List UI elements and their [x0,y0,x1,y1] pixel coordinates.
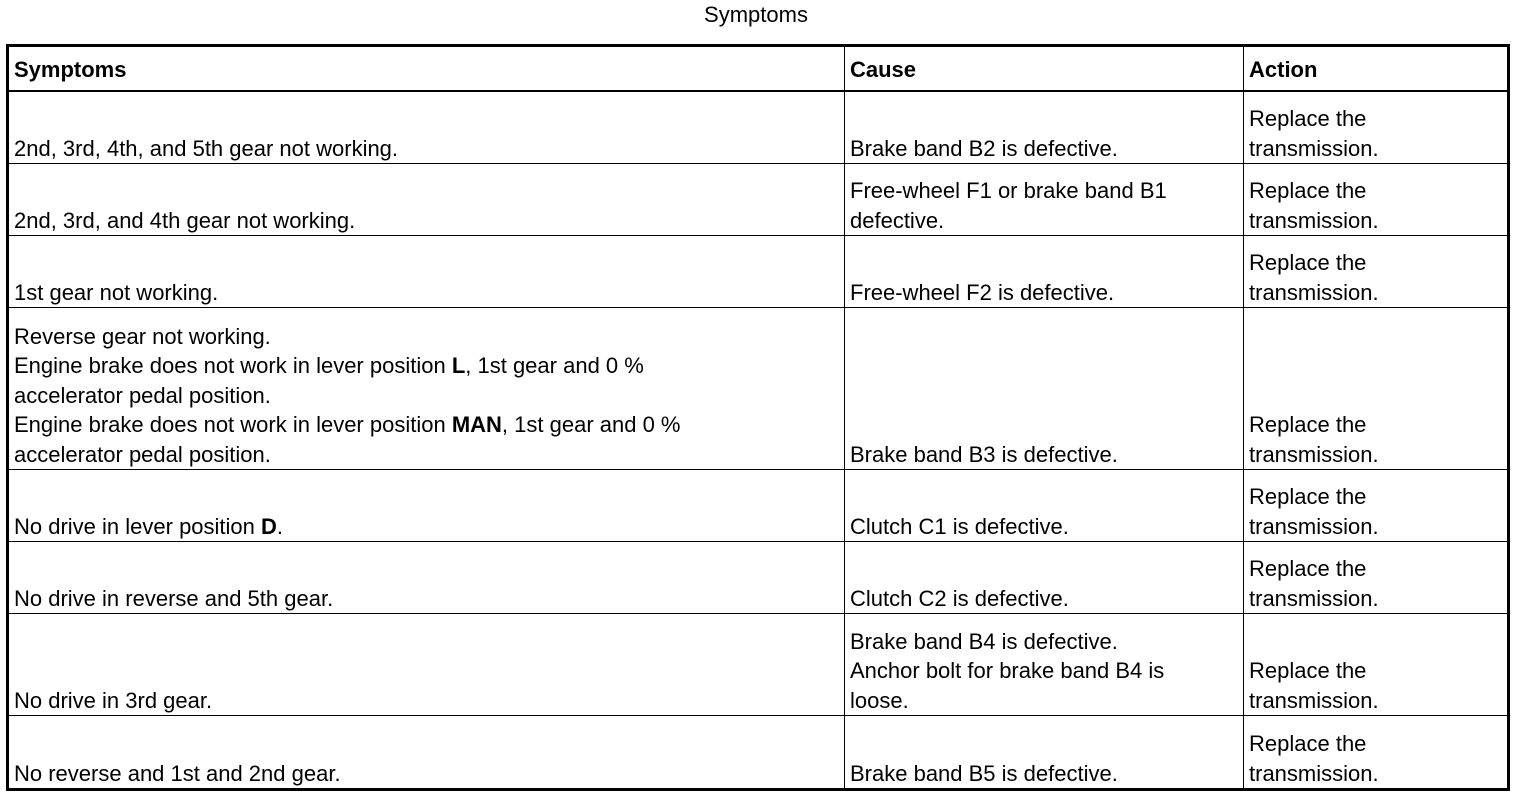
symptom-line-reverse: Reverse gear not working. [14,323,271,349]
cause-cell: Brake band B4 is defective. Anchor bolt for brake band B4 is loose. [845,614,1244,716]
table-row [8,308,1509,470]
symptom-text: No drive in lever position [14,513,262,539]
action-cell: Replace the transmission. [1244,236,1509,308]
header-action: Action [1244,46,1509,92]
action-cell: Replace the transmission. [1244,164,1509,236]
table-row [8,470,1509,542]
cause-cell: Clutch C2 is defective. [845,542,1244,614]
table-row [8,164,1509,236]
table-row [8,716,1509,790]
symptom-cell [8,470,845,542]
symptoms-table [6,44,1510,791]
lever-position-man: MAN [451,412,502,437]
cause-cell: Free-wheel F2 is defective. [845,236,1244,308]
cause-cell: Brake band B3 is defective. [845,308,1244,470]
action-cell: Replace the transmission. [1244,91,1509,164]
cause-cell: Clutch C1 is defective. [845,470,1244,542]
symptom-cell: 2nd, 3rd, 4th, and 5th gear not working. [8,91,845,164]
symptom-text: , 1st gear and 0 % accelerator pedal position. [14,353,644,408]
lever-position-l: L [451,353,466,378]
symptom-cell: No drive in 3rd gear. [8,614,845,716]
symptom-cell: 1st gear not working. [8,236,845,308]
cause-cell: Free-wheel F1 or brake band B1 defective. [845,164,1244,236]
action-cell: Replace the transmission. [1244,716,1509,790]
symptom-cell: 2nd, 3rd, and 4th gear not working. [8,164,845,236]
table-row [8,236,1509,308]
header-symptoms: Symptoms [8,46,845,92]
symptom-text: , 1st gear and 0 % accelerator pedal position. [14,412,681,467]
action-cell: Replace the transmission. [1244,542,1509,614]
action-cell: Replace the transmission. [1244,470,1509,542]
symptom-text: Engine brake does not work in lever position [14,412,452,437]
symptom-cell [8,308,845,470]
lever-position-d: D [261,513,277,539]
cause-cell: Brake band B5 is defective. [845,716,1244,790]
table-row [8,542,1509,614]
table-row [8,91,1509,164]
action-cell: Replace the transmission. [1244,308,1509,470]
header-row [8,46,1509,92]
action-cell: Replace the transmission. [1244,614,1509,716]
table-row [8,614,1509,716]
header-cause: Cause [845,46,1244,92]
symptom-text: Engine brake does not work in lever position [14,353,452,378]
cause-cell: Brake band B2 is defective. [845,91,1244,164]
symptom-cell: No reverse and 1st and 2nd gear. [8,716,845,790]
symptom-cell: No drive in reverse and 5th gear. [8,542,845,614]
table-caption: Symptoms [704,2,808,27]
symptom-text: . [276,513,284,539]
